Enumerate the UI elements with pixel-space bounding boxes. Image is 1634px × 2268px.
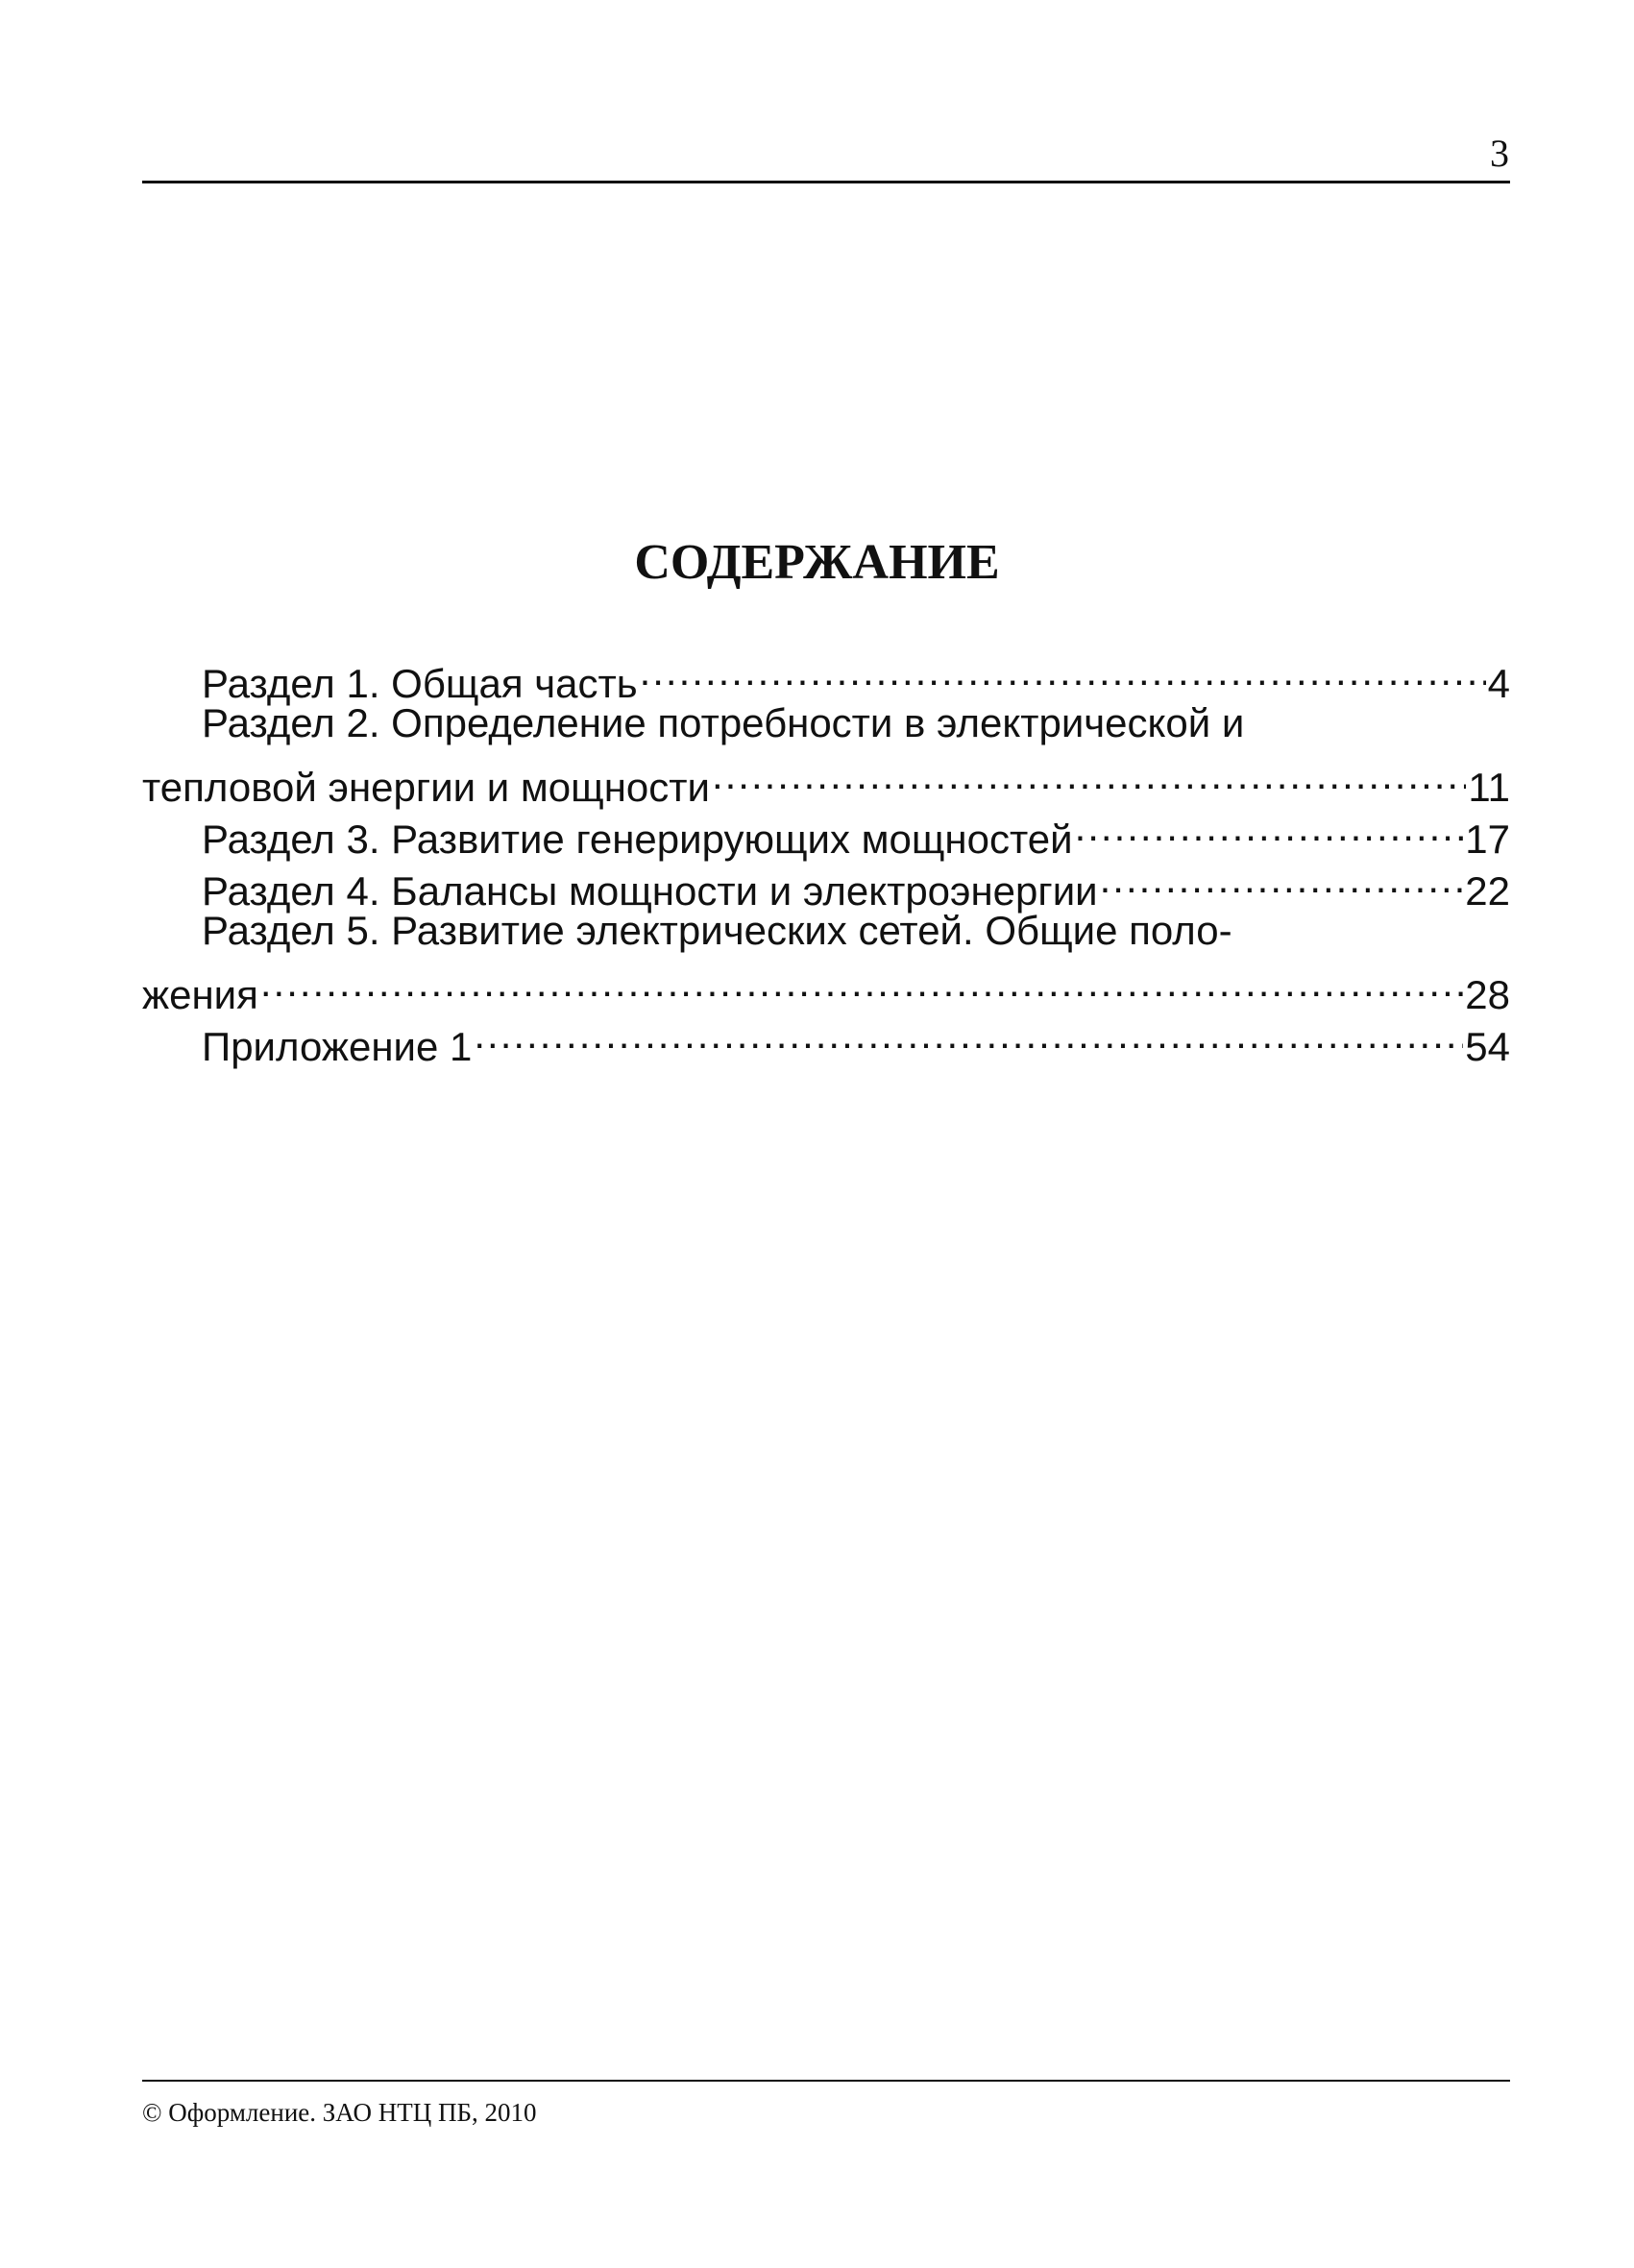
- toc-entry-text: Раздел 5. Развитие электрических сетей. Общие поло-: [202, 908, 1232, 953]
- toc-entry-section-5-line-2[interactable]: [142, 957, 1510, 1017]
- header-rule: [142, 181, 1510, 183]
- toc-entry-text: Раздел 2. Определение потребности в электрической и: [202, 700, 1245, 745]
- toc-title: СОДЕРЖАНИЕ: [634, 535, 1000, 590]
- toc-entry-page: 54: [1465, 1024, 1510, 1069]
- toc-leader-dots: [1075, 801, 1464, 853]
- toc-entry-text: тепловой энергии и мощности: [142, 765, 710, 810]
- toc-leader-dots: [474, 1009, 1463, 1061]
- toc-entry-page: 17: [1465, 817, 1510, 862]
- toc-leader-dots: [1100, 853, 1464, 905]
- toc-entry-section-2-line-2[interactable]: [142, 749, 1510, 810]
- toc-entry-appendix-1[interactable]: [142, 1009, 1510, 1069]
- toc-entry-page: 4: [1487, 661, 1510, 706]
- toc-entry-page: 11: [1468, 765, 1510, 810]
- toc-entry-section-5-line-1[interactable]: [142, 905, 1510, 957]
- toc-leader-dots: [640, 646, 1486, 697]
- toc-entry-text: Приложение 1: [202, 1024, 473, 1069]
- footer-copyright: © Оформление. ЗАО НТЦ ПБ, 2010: [142, 2098, 537, 2127]
- toc-entry-text: Раздел 1. Общая часть: [202, 661, 638, 706]
- toc-entry-text: жения: [142, 972, 258, 1017]
- toc-entry-text: Раздел 4. Балансы мощности и электроэнергии: [202, 868, 1098, 914]
- footer-rule: [142, 2080, 1510, 2082]
- toc-entry-page: 22: [1465, 868, 1510, 914]
- toc-entry-section-1[interactable]: [142, 646, 1510, 706]
- toc-leader-dots: [260, 957, 1463, 1009]
- page-number: 3: [1490, 132, 1509, 175]
- table-of-contents: [142, 646, 1510, 1069]
- toc-entry-text: Раздел 3. Развитие генерирующих мощностей: [202, 817, 1073, 862]
- toc-entry-page: 28: [1465, 972, 1510, 1017]
- toc-entry-section-2-line-1[interactable]: [142, 697, 1510, 749]
- toc-leader-dots: [712, 749, 1466, 801]
